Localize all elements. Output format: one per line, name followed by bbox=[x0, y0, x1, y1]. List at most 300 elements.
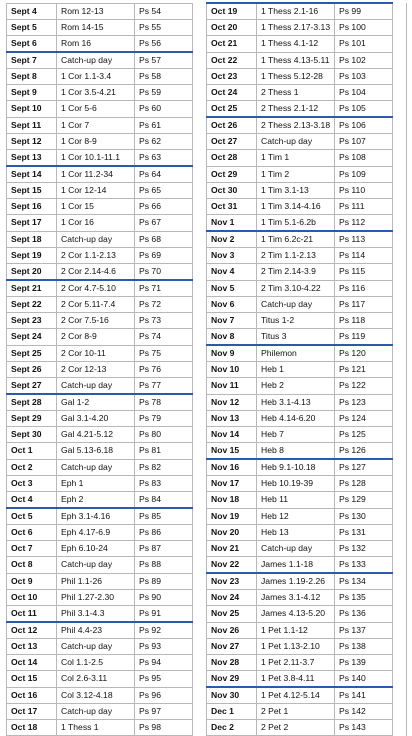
left-notes-cell bbox=[193, 313, 207, 329]
left-date-cell: Oct 6 bbox=[7, 525, 57, 541]
right-notes-cell bbox=[393, 508, 407, 525]
left-date-cell: Oct 3 bbox=[7, 476, 57, 492]
table-row bbox=[7, 590, 407, 606]
left-date-cell: Sept 24 bbox=[7, 329, 57, 346]
right-reading-cell: Heb 13 bbox=[257, 525, 335, 541]
right-date-cell: Dec 2 bbox=[207, 720, 257, 736]
right-date-cell: Dec 1 bbox=[207, 704, 257, 720]
right-date-cell: Nov 8 bbox=[207, 329, 257, 346]
left-psalm-cell: Ps 92 bbox=[135, 622, 193, 639]
table-row bbox=[7, 639, 407, 655]
table-row bbox=[7, 687, 407, 704]
right-psalm-cell: Ps 141 bbox=[335, 687, 393, 704]
table-row bbox=[7, 134, 407, 150]
left-psalm-cell: Ps 59 bbox=[135, 85, 193, 101]
table-row bbox=[7, 215, 407, 232]
right-date-cell: Oct 31 bbox=[207, 199, 257, 215]
left-date-cell: Sept 4 bbox=[7, 3, 57, 20]
right-notes-cell bbox=[393, 52, 407, 69]
left-date-cell: Oct 11 bbox=[7, 606, 57, 623]
left-psalm-cell: Ps 68 bbox=[135, 231, 193, 248]
left-notes-cell bbox=[193, 508, 207, 525]
table-row bbox=[7, 427, 407, 443]
right-date-cell: Nov 7 bbox=[207, 313, 257, 329]
left-reading-cell: Catch-up day bbox=[57, 639, 135, 655]
table-row bbox=[7, 264, 407, 281]
table-row bbox=[7, 557, 407, 574]
left-psalm-cell: Ps 66 bbox=[135, 199, 193, 215]
reading-plan-table bbox=[6, 2, 407, 736]
left-reading-cell: Gal 5.13-6.18 bbox=[57, 443, 135, 460]
left-psalm-cell: Ps 86 bbox=[135, 525, 193, 541]
left-date-cell: Sept 25 bbox=[7, 345, 57, 362]
right-notes-cell bbox=[393, 443, 407, 460]
left-notes-cell bbox=[193, 411, 207, 427]
table-row bbox=[7, 541, 407, 557]
left-reading-cell: Rom 14-15 bbox=[57, 20, 135, 36]
right-notes-cell bbox=[393, 313, 407, 329]
left-psalm-cell: Ps 97 bbox=[135, 704, 193, 720]
right-notes-cell bbox=[393, 606, 407, 623]
left-reading-cell: Eph 6.10-24 bbox=[57, 541, 135, 557]
right-reading-cell: Heb 10.19-39 bbox=[257, 476, 335, 492]
right-date-cell: Nov 2 bbox=[207, 231, 257, 248]
left-reading-cell: 1 Cor 11.2-34 bbox=[57, 166, 135, 183]
right-psalm-cell: Ps 107 bbox=[335, 134, 393, 150]
right-psalm-cell: Ps 139 bbox=[335, 655, 393, 671]
right-psalm-cell: Ps 142 bbox=[335, 704, 393, 720]
left-date-cell: Oct 9 bbox=[7, 573, 57, 590]
right-reading-cell: 1 Pet 2.11-3.7 bbox=[257, 655, 335, 671]
right-psalm-cell: Ps 127 bbox=[335, 459, 393, 476]
left-psalm-cell: Ps 61 bbox=[135, 117, 193, 134]
left-date-cell: Oct 10 bbox=[7, 590, 57, 606]
left-date-cell: Sept 29 bbox=[7, 411, 57, 427]
left-psalm-cell: Ps 67 bbox=[135, 215, 193, 232]
left-notes-cell bbox=[193, 264, 207, 281]
right-date-cell: Oct 19 bbox=[207, 3, 257, 20]
left-notes-cell bbox=[193, 36, 207, 53]
right-psalm-cell: Ps 133 bbox=[335, 557, 393, 574]
right-date-cell: Nov 25 bbox=[207, 606, 257, 623]
table-row bbox=[7, 345, 407, 362]
right-date-cell: Oct 28 bbox=[207, 150, 257, 167]
left-psalm-cell: Ps 77 bbox=[135, 378, 193, 395]
right-date-cell: Oct 22 bbox=[207, 52, 257, 69]
right-notes-cell bbox=[393, 459, 407, 476]
left-notes-cell bbox=[193, 85, 207, 101]
table-row bbox=[7, 525, 407, 541]
right-notes-cell bbox=[393, 297, 407, 313]
right-date-cell: Nov 30 bbox=[207, 687, 257, 704]
left-psalm-cell: Ps 94 bbox=[135, 655, 193, 671]
right-reading-cell: Catch-up day bbox=[257, 541, 335, 557]
left-reading-cell: Phil 4.4-23 bbox=[57, 622, 135, 639]
right-notes-cell bbox=[393, 492, 407, 509]
table-row bbox=[7, 166, 407, 183]
right-notes-cell bbox=[393, 248, 407, 264]
right-psalm-cell: Ps 102 bbox=[335, 52, 393, 69]
right-reading-cell: Titus 1-2 bbox=[257, 313, 335, 329]
left-notes-cell bbox=[193, 69, 207, 85]
left-psalm-cell: Ps 55 bbox=[135, 20, 193, 36]
left-notes-cell bbox=[193, 590, 207, 606]
right-notes-cell bbox=[393, 166, 407, 183]
left-reading-cell: 1 Cor 16 bbox=[57, 215, 135, 232]
right-psalm-cell: Ps 104 bbox=[335, 85, 393, 101]
right-notes-cell bbox=[393, 704, 407, 720]
left-reading-cell: Catch-up day bbox=[57, 378, 135, 395]
left-reading-cell: Col 1.1-2.5 bbox=[57, 655, 135, 671]
table-row bbox=[7, 704, 407, 720]
table-row bbox=[7, 443, 407, 460]
left-date-cell: Sept 20 bbox=[7, 264, 57, 281]
left-date-cell: Sept 5 bbox=[7, 20, 57, 36]
left-psalm-cell: Ps 71 bbox=[135, 280, 193, 297]
table-row bbox=[7, 378, 407, 395]
right-reading-cell: James 4.13-5.20 bbox=[257, 606, 335, 623]
left-psalm-cell: Ps 73 bbox=[135, 313, 193, 329]
left-psalm-cell: Ps 95 bbox=[135, 671, 193, 688]
table-row bbox=[7, 248, 407, 264]
left-psalm-cell: Ps 72 bbox=[135, 297, 193, 313]
right-psalm-cell: Ps 115 bbox=[335, 264, 393, 281]
right-reading-cell: 1 Thess 2.1-16 bbox=[257, 3, 335, 20]
right-psalm-cell: Ps 124 bbox=[335, 411, 393, 427]
left-reading-cell: Catch-up day bbox=[57, 231, 135, 248]
right-notes-cell bbox=[393, 199, 407, 215]
right-date-cell: Oct 30 bbox=[207, 183, 257, 199]
left-notes-cell bbox=[193, 345, 207, 362]
table-row bbox=[7, 492, 407, 509]
right-psalm-cell: Ps 111 bbox=[335, 199, 393, 215]
right-notes-cell bbox=[393, 101, 407, 118]
left-reading-cell: 2 Cor 10-11 bbox=[57, 345, 135, 362]
left-date-cell: Sept 12 bbox=[7, 134, 57, 150]
right-notes-cell bbox=[393, 476, 407, 492]
left-psalm-cell: Ps 83 bbox=[135, 476, 193, 492]
table-row bbox=[7, 329, 407, 346]
right-notes-cell bbox=[393, 394, 407, 411]
left-date-cell: Sept 18 bbox=[7, 231, 57, 248]
left-notes-cell bbox=[193, 378, 207, 395]
left-date-cell: Sept 15 bbox=[7, 183, 57, 199]
left-notes-cell bbox=[193, 492, 207, 509]
left-date-cell: Sept 7 bbox=[7, 52, 57, 69]
right-reading-cell: 2 Pet 1 bbox=[257, 704, 335, 720]
right-date-cell: Nov 4 bbox=[207, 264, 257, 281]
left-notes-cell bbox=[193, 280, 207, 297]
right-date-cell: Nov 24 bbox=[207, 590, 257, 606]
right-date-cell: Nov 15 bbox=[207, 443, 257, 460]
left-reading-cell: 1 Cor 10.1-11.1 bbox=[57, 150, 135, 167]
right-notes-cell bbox=[393, 345, 407, 362]
right-reading-cell: 1 Tim 1 bbox=[257, 150, 335, 167]
right-psalm-cell: Ps 136 bbox=[335, 606, 393, 623]
right-reading-cell: Catch-up day bbox=[257, 134, 335, 150]
right-date-cell: Oct 23 bbox=[207, 69, 257, 85]
left-date-cell: Oct 2 bbox=[7, 459, 57, 476]
left-reading-cell: Catch-up day bbox=[57, 704, 135, 720]
left-notes-cell bbox=[193, 622, 207, 639]
right-reading-cell: 1 Thess 2.17-3.13 bbox=[257, 20, 335, 36]
left-notes-cell bbox=[193, 606, 207, 623]
right-psalm-cell: Ps 130 bbox=[335, 508, 393, 525]
right-date-cell: Nov 12 bbox=[207, 394, 257, 411]
left-reading-cell: 2 Cor 4.7-5.10 bbox=[57, 280, 135, 297]
left-date-cell: Sept 26 bbox=[7, 362, 57, 378]
left-psalm-cell: Ps 70 bbox=[135, 264, 193, 281]
left-notes-cell bbox=[193, 3, 207, 20]
right-notes-cell bbox=[393, 590, 407, 606]
left-psalm-cell: Ps 84 bbox=[135, 492, 193, 509]
left-notes-cell bbox=[193, 704, 207, 720]
left-reading-cell: Rom 12-13 bbox=[57, 3, 135, 20]
right-notes-cell bbox=[393, 573, 407, 590]
table-row bbox=[7, 20, 407, 36]
table-row bbox=[7, 69, 407, 85]
right-notes-cell bbox=[393, 525, 407, 541]
right-notes-cell bbox=[393, 411, 407, 427]
right-psalm-cell: Ps 119 bbox=[335, 329, 393, 346]
right-date-cell: Nov 23 bbox=[207, 573, 257, 590]
right-psalm-cell: Ps 121 bbox=[335, 362, 393, 378]
left-psalm-cell: Ps 85 bbox=[135, 508, 193, 525]
left-reading-cell: 1 Cor 3.5-4.21 bbox=[57, 85, 135, 101]
left-date-cell: Oct 5 bbox=[7, 508, 57, 525]
right-psalm-cell: Ps 122 bbox=[335, 378, 393, 395]
left-notes-cell bbox=[193, 150, 207, 167]
left-notes-cell bbox=[193, 248, 207, 264]
left-psalm-cell: Ps 79 bbox=[135, 411, 193, 427]
right-reading-cell: 1 Pet 4.12-5.14 bbox=[257, 687, 335, 704]
left-reading-cell: 1 Cor 12-14 bbox=[57, 183, 135, 199]
table-row bbox=[7, 622, 407, 639]
right-psalm-cell: Ps 118 bbox=[335, 313, 393, 329]
right-psalm-cell: Ps 138 bbox=[335, 639, 393, 655]
right-notes-cell bbox=[393, 231, 407, 248]
table-row bbox=[7, 508, 407, 525]
table-row bbox=[7, 297, 407, 313]
right-psalm-cell: Ps 108 bbox=[335, 150, 393, 167]
right-notes-cell bbox=[393, 655, 407, 671]
right-reading-cell: 1 Tim 3.1-13 bbox=[257, 183, 335, 199]
table-row bbox=[7, 655, 407, 671]
right-reading-cell: 2 Thess 2.13-3.18 bbox=[257, 117, 335, 134]
right-notes-cell bbox=[393, 20, 407, 36]
left-notes-cell bbox=[193, 655, 207, 671]
right-notes-cell bbox=[393, 85, 407, 101]
right-notes-cell bbox=[393, 622, 407, 639]
right-reading-cell: 2 Thess 2.1-12 bbox=[257, 101, 335, 118]
left-date-cell: Oct 4 bbox=[7, 492, 57, 509]
left-psalm-cell: Ps 81 bbox=[135, 443, 193, 460]
left-reading-cell: Rom 16 bbox=[57, 36, 135, 53]
right-reading-cell: Titus 3 bbox=[257, 329, 335, 346]
left-notes-cell bbox=[193, 687, 207, 704]
right-date-cell: Oct 27 bbox=[207, 134, 257, 150]
right-psalm-cell: Ps 109 bbox=[335, 166, 393, 183]
right-psalm-cell: Ps 116 bbox=[335, 280, 393, 297]
left-reading-cell: Col 2.6-3.11 bbox=[57, 671, 135, 688]
right-notes-cell bbox=[393, 117, 407, 134]
right-psalm-cell: Ps 125 bbox=[335, 427, 393, 443]
left-notes-cell bbox=[193, 20, 207, 36]
right-psalm-cell: Ps 123 bbox=[335, 394, 393, 411]
left-date-cell: Sept 8 bbox=[7, 69, 57, 85]
right-psalm-cell: Ps 106 bbox=[335, 117, 393, 134]
left-date-cell: Sept 23 bbox=[7, 313, 57, 329]
left-reading-cell: Gal 1-2 bbox=[57, 394, 135, 411]
right-date-cell: Nov 10 bbox=[207, 362, 257, 378]
table-row bbox=[7, 573, 407, 590]
table-row bbox=[7, 459, 407, 476]
right-reading-cell: Catch-up day bbox=[257, 297, 335, 313]
right-reading-cell: 2 Thess 1 bbox=[257, 85, 335, 101]
left-psalm-cell: Ps 91 bbox=[135, 606, 193, 623]
left-reading-cell: Eph 1 bbox=[57, 476, 135, 492]
right-date-cell: Nov 1 bbox=[207, 215, 257, 232]
left-psalm-cell: Ps 80 bbox=[135, 427, 193, 443]
right-reading-cell: 2 Tim 2.14-3.9 bbox=[257, 264, 335, 281]
left-date-cell: Oct 18 bbox=[7, 720, 57, 736]
right-reading-cell: Heb 3.1-4.13 bbox=[257, 394, 335, 411]
right-notes-cell bbox=[393, 183, 407, 199]
left-psalm-cell: Ps 82 bbox=[135, 459, 193, 476]
table-row bbox=[7, 362, 407, 378]
right-reading-cell: James 1.1-18 bbox=[257, 557, 335, 574]
right-reading-cell: 1 Thess 5.12-28 bbox=[257, 69, 335, 85]
right-reading-cell: Heb 2 bbox=[257, 378, 335, 395]
reading-plan-rows bbox=[7, 3, 407, 736]
left-date-cell: Oct 15 bbox=[7, 671, 57, 688]
left-reading-cell: Catch-up day bbox=[57, 52, 135, 69]
right-psalm-cell: Ps 128 bbox=[335, 476, 393, 492]
left-notes-cell bbox=[193, 459, 207, 476]
left-date-cell: Oct 1 bbox=[7, 443, 57, 460]
table-row bbox=[7, 671, 407, 688]
left-notes-cell bbox=[193, 362, 207, 378]
right-psalm-cell: Ps 99 bbox=[335, 3, 393, 20]
left-date-cell: Sept 13 bbox=[7, 150, 57, 167]
left-date-cell: Sept 11 bbox=[7, 117, 57, 134]
left-reading-cell: Catch-up day bbox=[57, 459, 135, 476]
right-reading-cell: Philemon bbox=[257, 345, 335, 362]
right-psalm-cell: Ps 135 bbox=[335, 590, 393, 606]
left-date-cell: Sept 10 bbox=[7, 101, 57, 118]
left-psalm-cell: Ps 58 bbox=[135, 69, 193, 85]
right-psalm-cell: Ps 105 bbox=[335, 101, 393, 118]
right-reading-cell: Heb 8 bbox=[257, 443, 335, 460]
left-notes-cell bbox=[193, 557, 207, 574]
left-notes-cell bbox=[193, 573, 207, 590]
right-date-cell: Nov 29 bbox=[207, 671, 257, 688]
right-reading-cell: 1 Tim 3.14-4.16 bbox=[257, 199, 335, 215]
right-notes-cell bbox=[393, 639, 407, 655]
left-psalm-cell: Ps 78 bbox=[135, 394, 193, 411]
left-date-cell: Sept 19 bbox=[7, 248, 57, 264]
left-date-cell: Oct 12 bbox=[7, 622, 57, 639]
left-notes-cell bbox=[193, 443, 207, 460]
left-date-cell: Sept 27 bbox=[7, 378, 57, 395]
right-notes-cell bbox=[393, 671, 407, 688]
left-psalm-cell: Ps 75 bbox=[135, 345, 193, 362]
right-psalm-cell: Ps 143 bbox=[335, 720, 393, 736]
left-psalm-cell: Ps 62 bbox=[135, 134, 193, 150]
left-date-cell: Sept 21 bbox=[7, 280, 57, 297]
right-date-cell: Nov 6 bbox=[207, 297, 257, 313]
right-reading-cell: Heb 4.14-6.20 bbox=[257, 411, 335, 427]
left-date-cell: Oct 13 bbox=[7, 639, 57, 655]
left-reading-cell: 2 Cor 12-13 bbox=[57, 362, 135, 378]
left-psalm-cell: Ps 63 bbox=[135, 150, 193, 167]
left-psalm-cell: Ps 69 bbox=[135, 248, 193, 264]
right-psalm-cell: Ps 126 bbox=[335, 443, 393, 460]
right-date-cell: Nov 28 bbox=[207, 655, 257, 671]
right-date-cell: Oct 21 bbox=[207, 36, 257, 53]
left-notes-cell bbox=[193, 231, 207, 248]
left-date-cell: Sept 30 bbox=[7, 427, 57, 443]
right-reading-cell: 1 Pet 3.8-4.11 bbox=[257, 671, 335, 688]
right-notes-cell bbox=[393, 362, 407, 378]
left-psalm-cell: Ps 96 bbox=[135, 687, 193, 704]
right-date-cell: Oct 29 bbox=[207, 166, 257, 183]
right-reading-cell: 1 Tim 5.1-6.2b bbox=[257, 215, 335, 232]
left-reading-cell: 2 Cor 5.11-7.4 bbox=[57, 297, 135, 313]
right-reading-cell: James 1.19-2.26 bbox=[257, 573, 335, 590]
left-psalm-cell: Ps 89 bbox=[135, 573, 193, 590]
left-notes-cell bbox=[193, 394, 207, 411]
left-reading-cell: Gal 3.1-4.20 bbox=[57, 411, 135, 427]
right-date-cell: Nov 17 bbox=[207, 476, 257, 492]
left-notes-cell bbox=[193, 134, 207, 150]
left-reading-cell: Eph 4.17-6.9 bbox=[57, 525, 135, 541]
right-notes-cell bbox=[393, 427, 407, 443]
right-date-cell: Nov 16 bbox=[207, 459, 257, 476]
right-notes-cell bbox=[393, 541, 407, 557]
left-psalm-cell: Ps 65 bbox=[135, 183, 193, 199]
left-reading-cell: Eph 3.1-4.16 bbox=[57, 508, 135, 525]
left-notes-cell bbox=[193, 117, 207, 134]
right-notes-cell bbox=[393, 720, 407, 736]
right-reading-cell: 1 Pet 1.13-2.10 bbox=[257, 639, 335, 655]
left-notes-cell bbox=[193, 525, 207, 541]
table-row bbox=[7, 3, 407, 20]
left-psalm-cell: Ps 76 bbox=[135, 362, 193, 378]
right-date-cell: Nov 9 bbox=[207, 345, 257, 362]
right-date-cell: Nov 27 bbox=[207, 639, 257, 655]
table-row bbox=[7, 476, 407, 492]
right-date-cell: Oct 20 bbox=[207, 20, 257, 36]
left-notes-cell bbox=[193, 101, 207, 118]
left-psalm-cell: Ps 90 bbox=[135, 590, 193, 606]
left-psalm-cell: Ps 88 bbox=[135, 557, 193, 574]
left-notes-cell bbox=[193, 720, 207, 736]
right-date-cell: Nov 19 bbox=[207, 508, 257, 525]
left-notes-cell bbox=[193, 639, 207, 655]
right-notes-cell bbox=[393, 687, 407, 704]
left-psalm-cell: Ps 64 bbox=[135, 166, 193, 183]
right-reading-cell: 2 Pet 2 bbox=[257, 720, 335, 736]
left-notes-cell bbox=[193, 215, 207, 232]
table-row bbox=[7, 411, 407, 427]
left-date-cell: Oct 7 bbox=[7, 541, 57, 557]
left-date-cell: Sept 28 bbox=[7, 394, 57, 411]
right-reading-cell: Heb 1 bbox=[257, 362, 335, 378]
right-reading-cell: 1 Tim 6.2c-21 bbox=[257, 231, 335, 248]
right-psalm-cell: Ps 110 bbox=[335, 183, 393, 199]
right-reading-cell: Heb 12 bbox=[257, 508, 335, 525]
